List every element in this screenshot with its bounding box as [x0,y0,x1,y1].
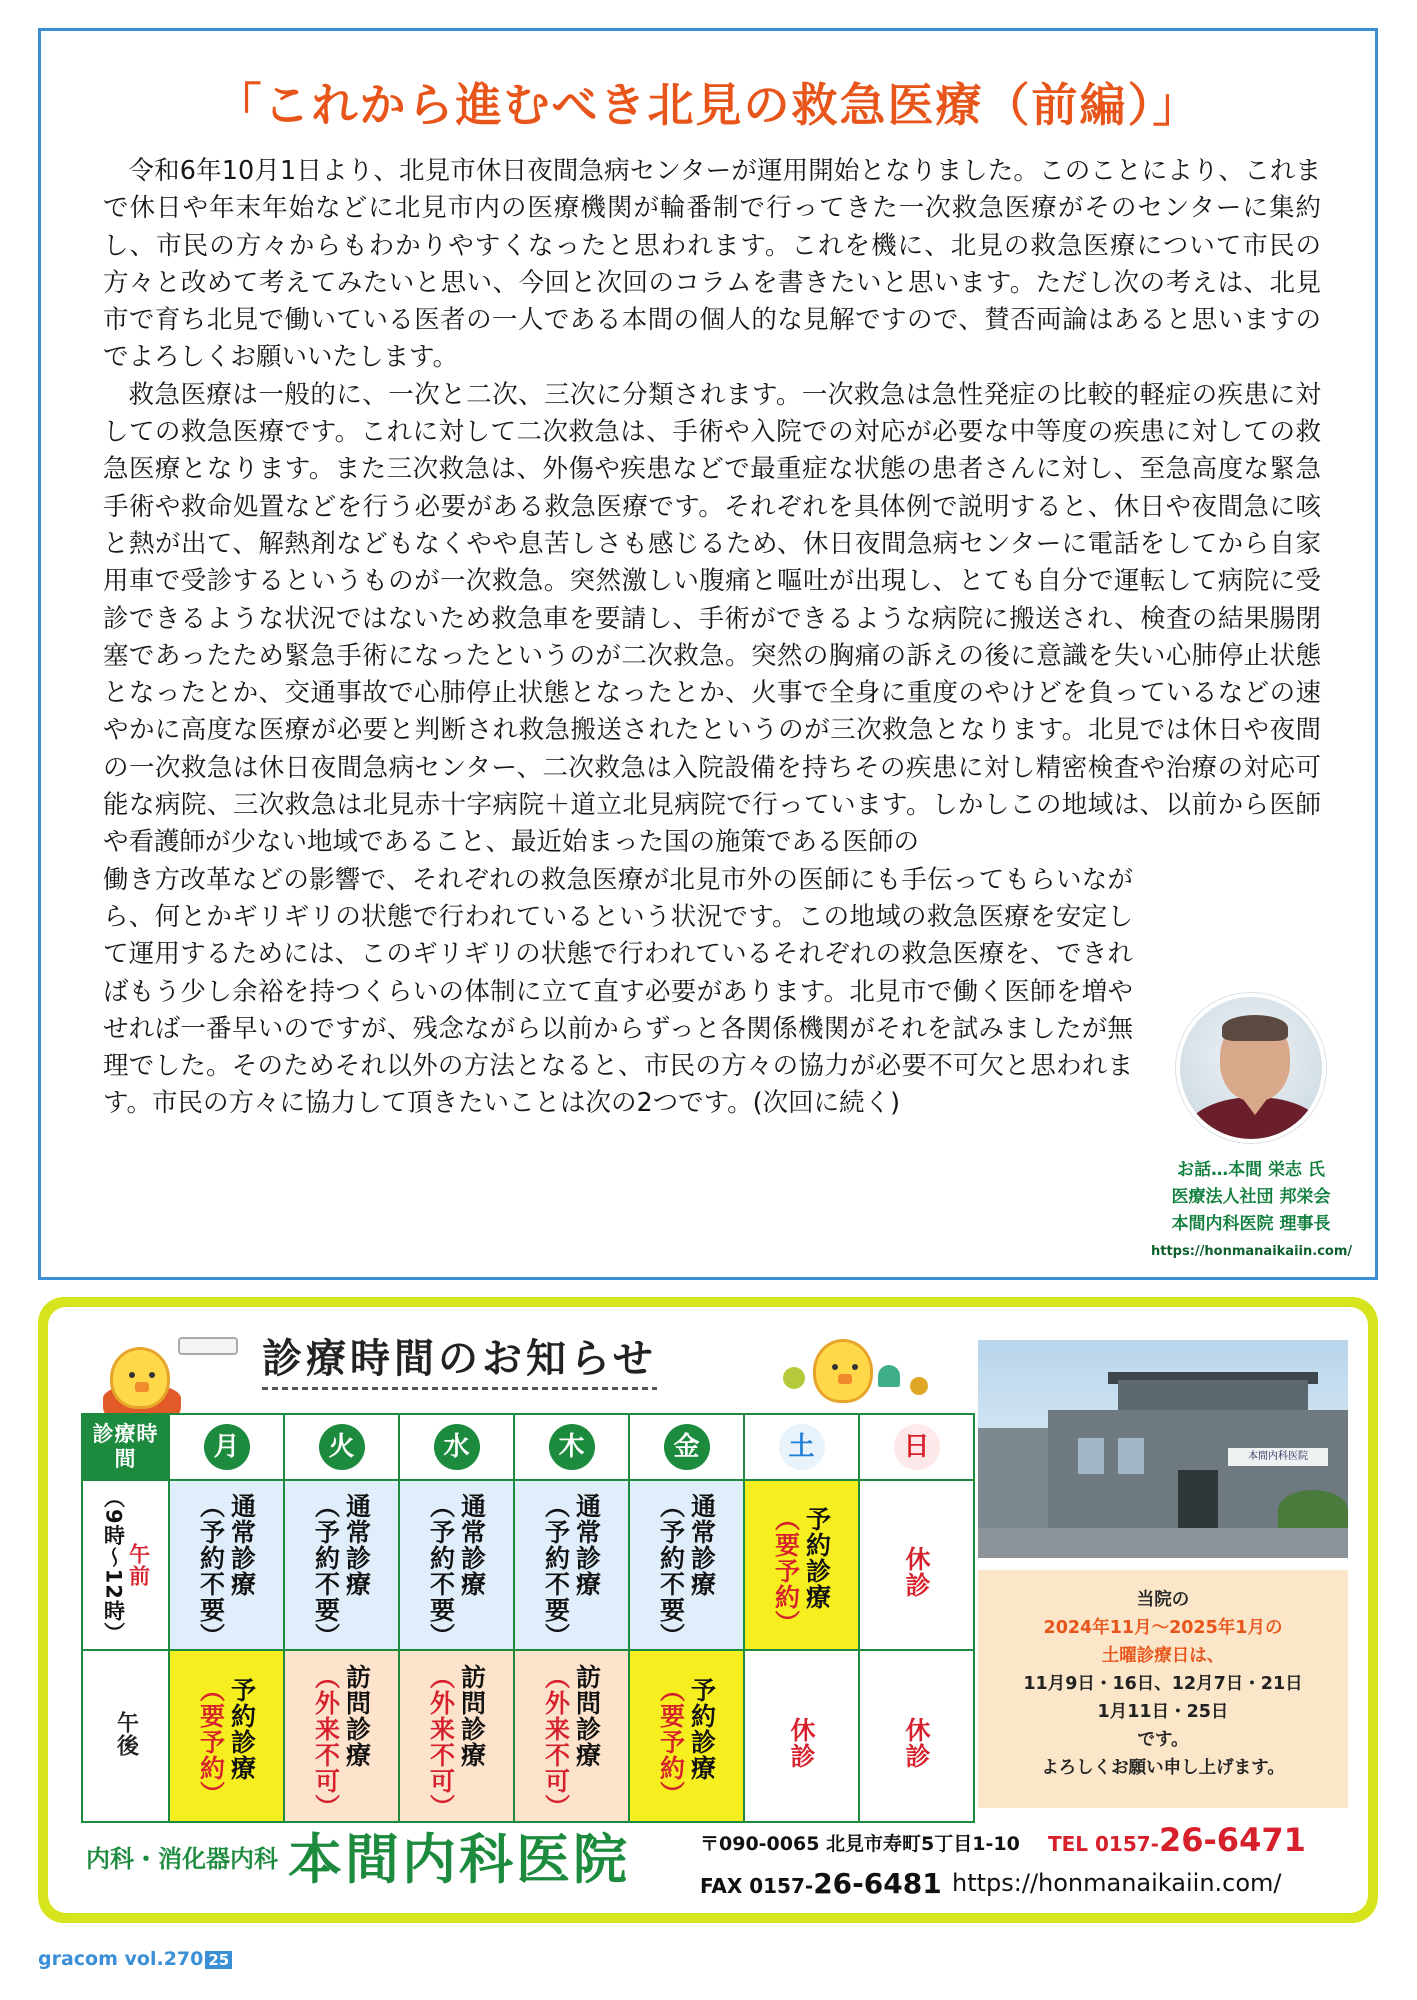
schedule-corner-label: 診療時間 [82,1414,169,1480]
day-header-wed: 水 [399,1414,514,1480]
pm-cell-sun: 休診 [859,1650,974,1822]
clinic-address: 〒090-0065 北見市寿町5丁目1-10 [700,1833,1020,1855]
pm-cell-mon: 予約診療 （要予約） [169,1650,284,1822]
am-cell-sun: 休診 [859,1480,974,1650]
am-cell-wed: 通常診療 （予約不要） [399,1480,514,1650]
speaker-url[interactable]: https://honmanaikaiin.com/ [1151,1244,1353,1259]
speaker-org: 医療法人社団 邦栄会 [1171,1187,1331,1207]
am-cell-mon: 通常診療 （予約不要） [169,1480,284,1650]
am-cell-fri: 通常診療 （予約不要） [629,1480,744,1650]
pm-row-label: 午後 [82,1650,169,1822]
pm-cell-thu: 訪問診療 （外来不可） [514,1650,629,1822]
pm-cell-sat: 休診 [744,1650,859,1822]
speaker-title: 本間内科医院 理事長 [1171,1214,1331,1234]
clinic-departments: 内科・消化器内科 [86,1845,278,1873]
clinic-notice [38,1297,1378,1923]
schedule-table [81,1413,975,1823]
chick-mascot-icon [813,1339,873,1403]
column-article [38,28,1378,1280]
page-number: 25 [205,1951,232,1969]
building-sign: 本間内科医院 [1228,1448,1328,1466]
paragraph-1: 令和6年10月1日より、北見市休日夜間急病センターが運用開始となりました。このことにより、これまで休日や年末年始などに北見市内の医療機関が輪番制で行ってきた一次救急医療がそのセンターに集約し、市民の方々からもわかりやすくなったと思われます。これを機に、北見の救急医療について市民の方々と改めて考えてみたいと思い、今回と次回のコラムを書きたいと思います。ただし次の考えは、北見市で育ち北見で働いている医者の一人である本間の個人的な見解ですので、賛否両論はあると思いますのでよろしくお願いいたします。 [103,156,1321,373]
speaker-caption [1151,1157,1351,1265]
article-body [103,153,1321,1123]
chick-mascot-icon [110,1347,170,1409]
pm-cell-tue: 訪問診療 （外来不可） [284,1650,399,1822]
knit-hat-icon [878,1365,900,1387]
speaker-block [1151,993,1351,1265]
day-header-tue: 火 [284,1414,399,1480]
am-cell-tue: 通常診療 （予約不要） [284,1480,399,1650]
leaf-icon [910,1377,928,1395]
article-title: 「これから進むべき北見の救急医療（前編）」 [215,78,1201,132]
sat-line-3: 土曜診療日は、 [1101,1646,1225,1666]
schedule-header-row [82,1414,974,1480]
am-cell-sat: 予約診療 （要予約） [744,1480,859,1650]
clinic-fax: FAX 0157-26-6481 [700,1867,942,1900]
clinic-website-link[interactable]: https://honmanaikaiin.com/ [952,1869,1282,1897]
saturday-schedule-box [978,1570,1348,1808]
notice-title: 診療時間のお知らせ [262,1327,657,1384]
day-header-mon: 月 [169,1414,284,1480]
day-header-sun: 日 [859,1414,974,1480]
clinic-building-photo [978,1340,1348,1558]
magazine-name: gracom vol.270 [38,1948,204,1970]
pm-cell-wed: 訪問診療 （外来不可） [399,1650,514,1822]
sat-line-2: 2024年11月〜2025年1月の [1043,1618,1283,1638]
clinic-name: 本間内科医院 [288,1828,630,1891]
sat-line-1: 当院の [1136,1590,1190,1610]
air-conditioner-icon [178,1337,238,1355]
sat-line-6: です。 [1137,1730,1189,1750]
clinic-phone[interactable]: TEL 0157-26-6471 [1048,1821,1306,1859]
schedule-am-row [82,1480,974,1650]
am-cell-thu: 通常診療 （予約不要） [514,1480,629,1650]
sat-line-5: 1月11日・25日 [1097,1702,1229,1722]
day-header-thu: 木 [514,1414,629,1480]
schedule-pm-row [82,1650,974,1822]
magazine-footer [38,1948,232,1970]
acorn-icon [783,1367,805,1389]
day-header-sat: 土 [744,1414,859,1480]
pm-cell-fri: 予約診療 （要予約） [629,1650,744,1822]
speaker-name: お話…本間 栄志 氏 [1177,1160,1325,1180]
am-row-label: 午前 （9時〜12時） [82,1480,169,1650]
speaker-portrait [1176,993,1326,1143]
paragraph-2-continued: 働き方改革などの影響で、それぞれの救急医療が北見市外の医師にも手伝ってもらいながら、何とかギリギリの状態で行われているという状況です。この地域の救急医療を安定して運用するためには、このギリギリの状態で行われているそれぞれの救急医療を、できればもう少し余裕を持つくらいの体制に立て直す必要があります。北見市で働く医師を増やせれば一番早いのですが、残念ながら以前からずっと各関係機関がそれを試みましたが無理でした。そのためそれ以外の方法となると、市民の方々の協力が必要不可欠と思われます。市民の方々に協力して頂きたいことは次の2つです。(次回に続く) [103,864,1133,1119]
sat-line-4: 11月9日・16日、12月7日・21日 [1023,1674,1303,1694]
day-header-fri: 金 [629,1414,744,1480]
paragraph-2: 救急医療は一般的に、一次と二次、三次に分類されます。一次救急は急性発症の比較的軽症の疾患に対しての救急医療です。これに対して二次救急は、手術や入院での対応が必要な中等度の疾患に対しての救急医療となります。また三次救急は、外傷や疾患などで最重症な状態の患者さんに対し、至急高度な緊急手術や救命処置などを行う必要がある救急医療です。それぞれを具体例で説明すると、休日や夜間急に咳と熱が出て、解熱剤などもなくやや息苦しさも感じるため、休日夜間急病センターに電話をしてから自家用車で受診するというものが一次救急。突然激しい腹痛と嘔吐が出現し、とても自分で運転して病院に受診できるような状況ではないため救急車を要請し、手術ができるような病院に搬送され、検査の結果腸閉塞であったため緊急手術になったというのが二次救急。突然の胸痛の訴えの後に意識を失い心肺停止状態となったとか、交通事故で心肺停止状態となったとか、火事で全身に重度のやけどを負っているなどの速やかに高度な医療が必要と判断され救急搬送されたというのが三次救急となります。北見では休日や夜間の一次救急は休日夜間急病センター、二次救急は入院設備を持ちその疾患に対し精密検査や治療の対応可能な病院、三次救急は北見赤十字病院＋道立北見病院で行っています。しかしこの地域は、以前から医師や看護師が少ない地域であること、最近始まった国の施策である医師の [103,379,1321,858]
sat-line-7: よろしくお願い申し上げます。 [1041,1758,1285,1778]
